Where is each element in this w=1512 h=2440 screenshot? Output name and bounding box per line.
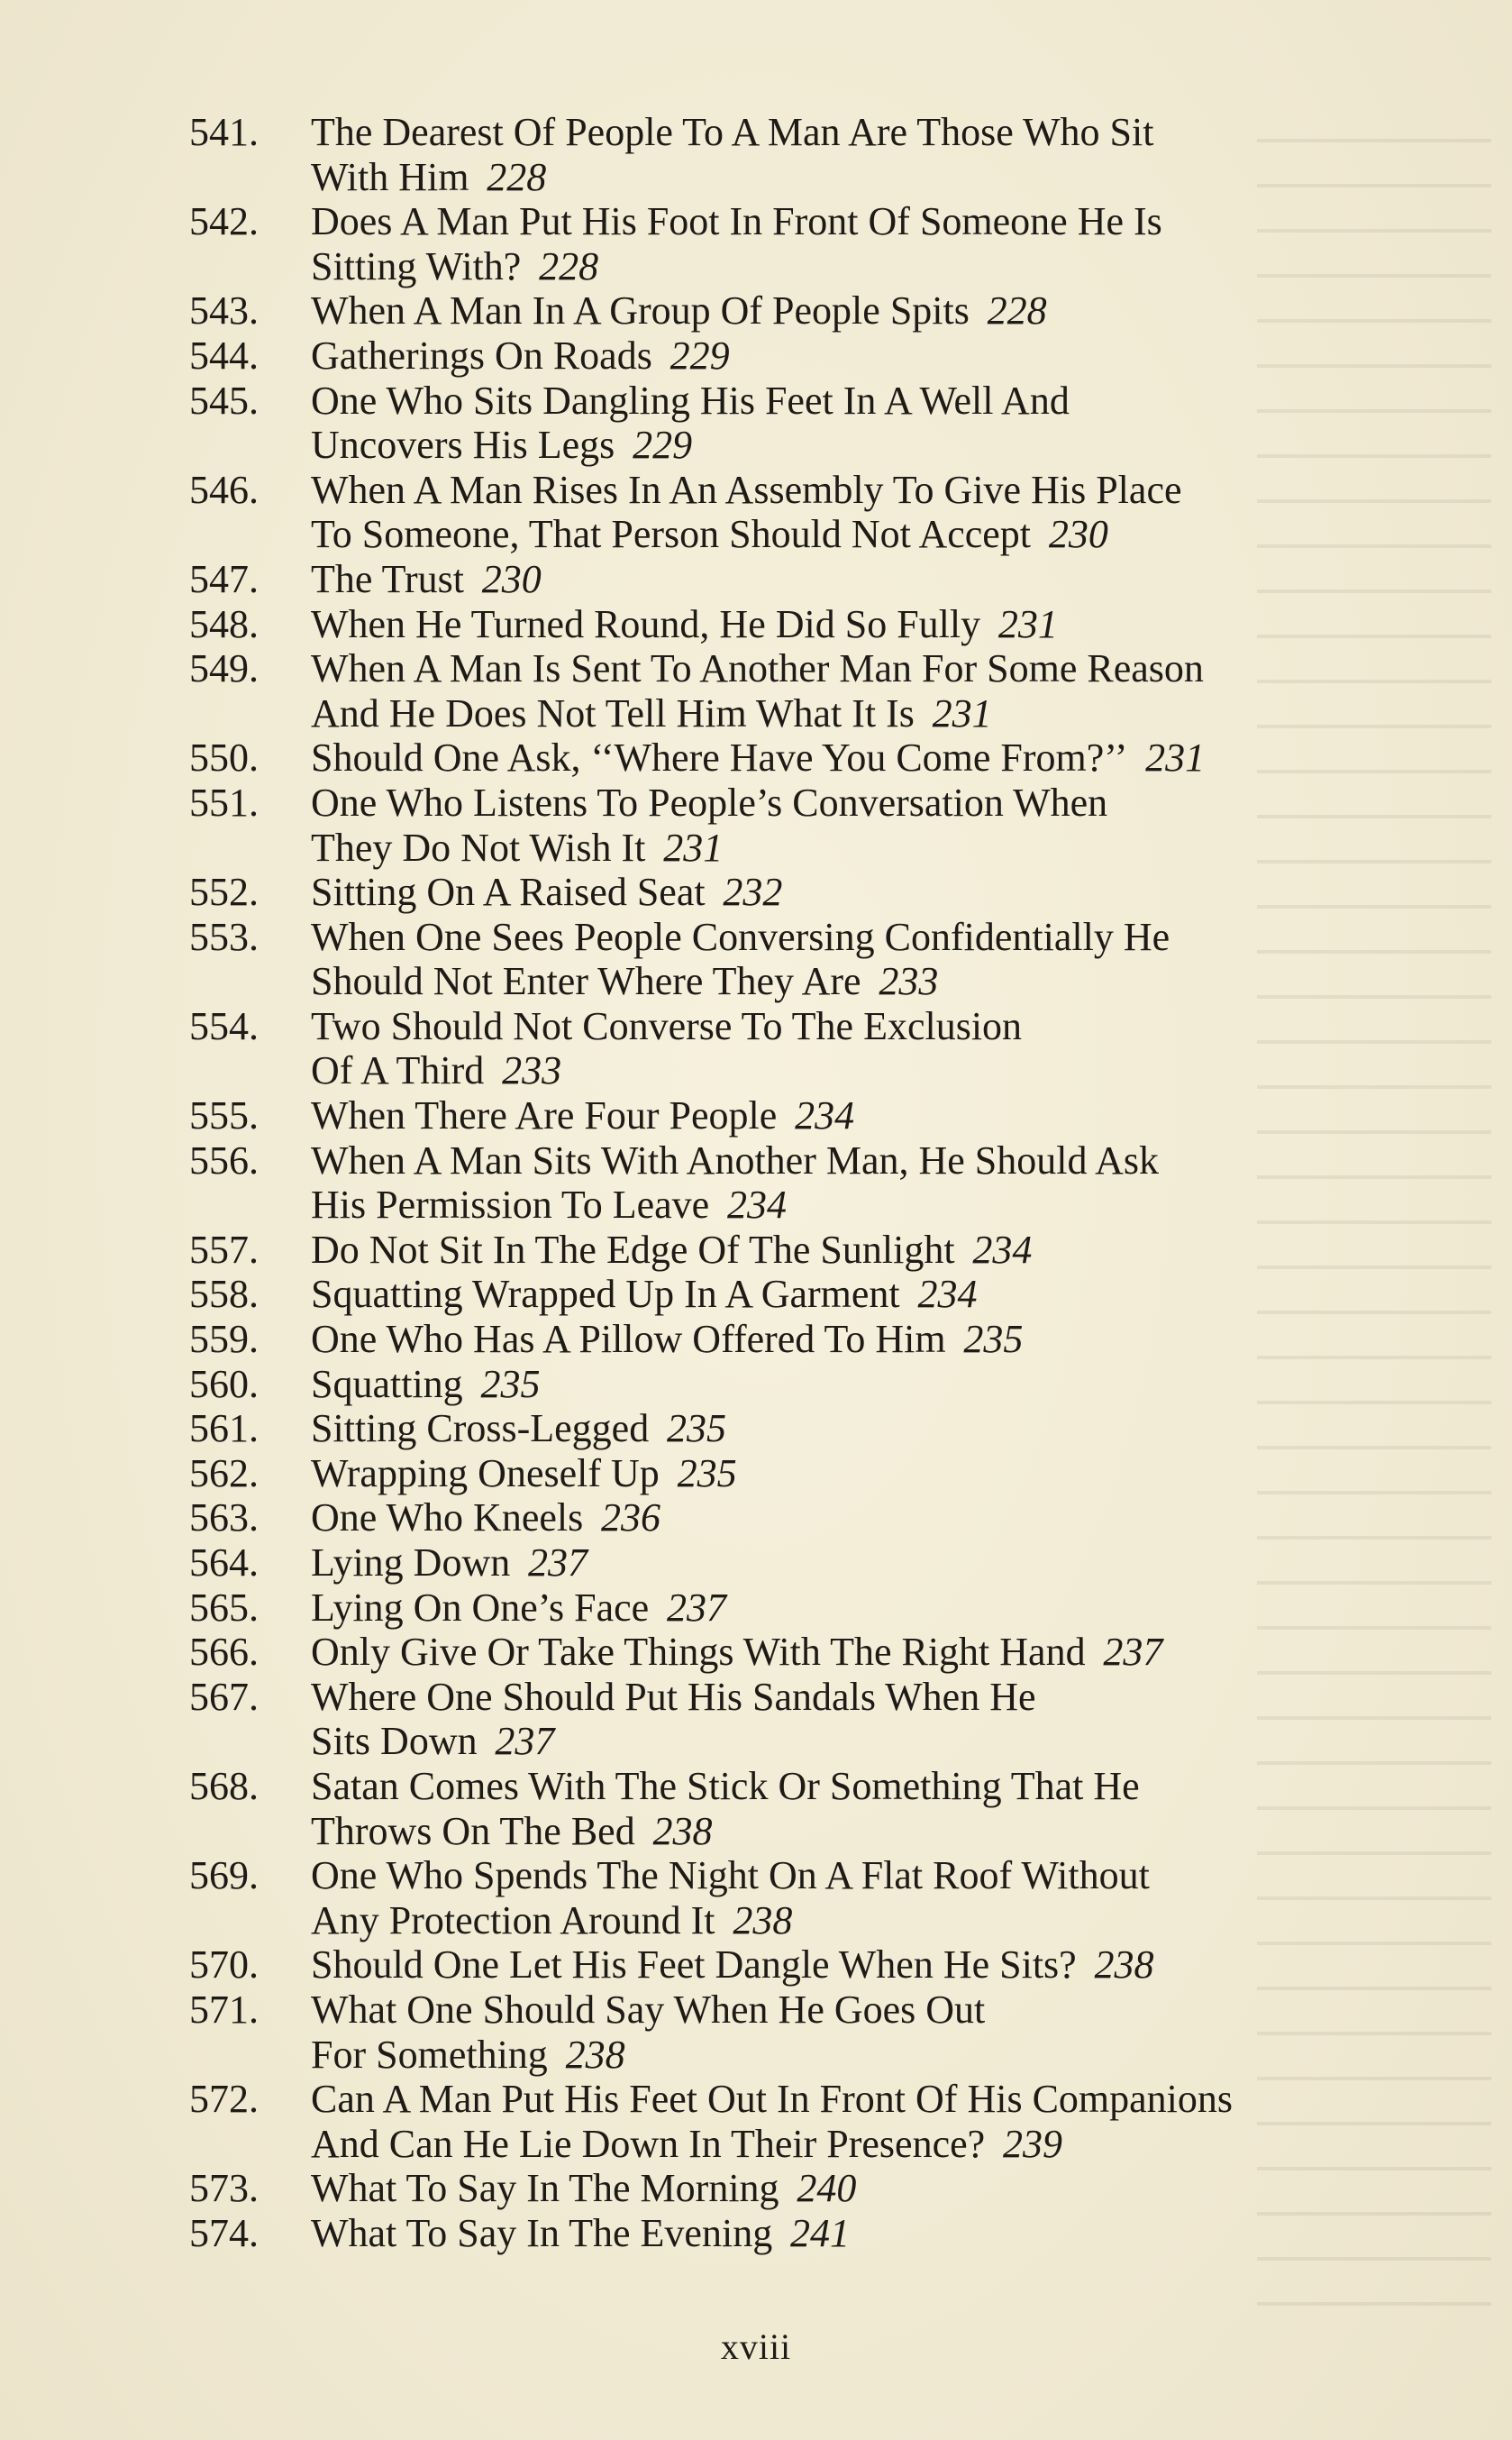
- entry-title-line: [311, 512, 1512, 557]
- entry-title-line: [311, 1586, 1512, 1631]
- entry-title-line: [311, 1228, 1512, 1273]
- entry-page-ref: 229: [633, 423, 693, 468]
- entry-title-line: [311, 288, 1512, 334]
- entry-page-ref: 234: [726, 1183, 787, 1228]
- entry-title: [311, 110, 1512, 199]
- entry-title-line: [311, 870, 1512, 915]
- entry-title-line: [311, 379, 1512, 424]
- entry-title: [311, 1630, 1512, 1675]
- entry-title-line: [311, 1675, 1512, 1720]
- entry-title: [311, 602, 1512, 647]
- entry-title: [311, 1988, 1512, 2077]
- toc-entry: [0, 1004, 1512, 1093]
- entry-page-ref: 234: [795, 1093, 855, 1138]
- entry-number: 558.: [189, 1272, 259, 1317]
- entry-title: [311, 1495, 1512, 1540]
- entry-title-line: [311, 826, 1512, 871]
- entry-title-line: [311, 915, 1512, 960]
- page-number: xviii: [720, 2326, 792, 2367]
- entry-title-text: One Who Spends The Night On A Flat Roof Without: [311, 1853, 1150, 1898]
- entry-title-text: Throws On The Bed: [311, 1808, 635, 1853]
- entry-number: 546.: [189, 467, 259, 512]
- toc-entry: [0, 334, 1512, 379]
- entry-title: [311, 1764, 1512, 1853]
- entry-title: [311, 199, 1512, 288]
- entry-title-line: [311, 602, 1512, 647]
- entry-title-line: [311, 1942, 1512, 1988]
- entry-title-text: And Can He Lie Down In Their Presence?: [311, 2121, 986, 2166]
- entry-page-ref: 231: [932, 690, 992, 736]
- toc-entry: [0, 1138, 1512, 1228]
- entry-title-line: [311, 423, 1512, 468]
- entry-page-ref: 232: [723, 870, 783, 915]
- entry-number: 551.: [189, 780, 259, 825]
- entry-title-text: Do Not Sit In The Edge Of The Sunlight: [311, 1227, 955, 1272]
- entry-number: 545.: [189, 378, 259, 423]
- entry-number: 571.: [189, 1987, 259, 2032]
- entry-title: [311, 1317, 1512, 1362]
- toc-entry: [0, 2211, 1512, 2256]
- entry-number: 556.: [189, 1138, 259, 1183]
- entry-title-text: And He Does Not Tell Him What It Is: [311, 690, 915, 736]
- entry-title: [311, 781, 1512, 870]
- entry-page-ref: 240: [797, 2166, 857, 2211]
- entry-number: 548.: [189, 601, 259, 646]
- toc-entry: [0, 1406, 1512, 1451]
- entry-title-text: One Who Has A Pillow Offered To Him: [311, 1317, 946, 1362]
- entry-title-text: His Permission To Leave: [311, 1183, 710, 1228]
- entry-title-text: Can A Man Put His Feet Out In Front Of His Companions: [311, 2077, 1234, 2122]
- entry-title-text: When He Turned Round, He Did So Fully: [311, 601, 981, 646]
- entry-title-line: [311, 781, 1512, 826]
- entry-title-text: When A Man Sits With Another Man, He Should Ask: [311, 1138, 1159, 1183]
- entry-page-ref: 231: [997, 601, 1058, 646]
- entry-title-line: [311, 1853, 1512, 1898]
- entry-title-line: [311, 736, 1512, 781]
- toc-entry: [0, 1853, 1512, 1942]
- entry-title-text: Does A Man Put His Foot In Front Of Someone He Is: [311, 199, 1162, 244]
- entry-title: [311, 1228, 1512, 1273]
- toc-entry: [0, 1228, 1512, 1273]
- entry-page-ref: 230: [481, 556, 542, 601]
- entry-title-line: [311, 2211, 1512, 2256]
- entry-title-text: Squatting Wrapped Up In A Garment: [311, 1272, 900, 1317]
- entry-page-ref: 236: [601, 1495, 661, 1540]
- entry-title-text: Any Protection Around It: [311, 1897, 715, 1942]
- entry-title-text: With Him: [311, 154, 469, 199]
- toc-entry: [0, 781, 1512, 870]
- entry-title: [311, 288, 1512, 334]
- entry-title-text: Sitting With?: [311, 243, 522, 288]
- entry-title-text: Lying Down: [311, 1540, 511, 1585]
- entry-title-text: What To Say In The Morning: [311, 2166, 779, 2211]
- entry-title-text: What To Say In The Evening: [311, 2210, 773, 2255]
- entry-page-ref: 237: [1103, 1630, 1163, 1675]
- toc-entry: [0, 1317, 1512, 1362]
- entry-number: 560.: [189, 1361, 259, 1406]
- entry-title-text: One Who Sits Dangling His Feet In A Well And: [311, 378, 1070, 423]
- toc-entry: [0, 1362, 1512, 1407]
- toc-entry: [0, 1675, 1512, 1764]
- entry-title-line: [311, 646, 1512, 691]
- entry-title-text: Sits Down: [311, 1719, 478, 1764]
- entry-title: [311, 1406, 1512, 1451]
- toc-entry: [0, 646, 1512, 736]
- entry-title-line: [311, 959, 1512, 1004]
- toc-entry: [0, 468, 1512, 557]
- toc-entry: [0, 1540, 1512, 1586]
- entry-page-ref: 233: [879, 959, 939, 1004]
- entry-title-text: Only Give Or Take Things With The Right Hand: [311, 1630, 1086, 1675]
- entry-page-ref: 231: [663, 825, 724, 870]
- entry-title-text: When A Man In A Group Of People Spits: [311, 288, 970, 334]
- entry-page-ref: 234: [972, 1227, 1033, 1272]
- entry-number: 562.: [189, 1450, 259, 1495]
- entry-title-text: Should One Ask, ‘‘Where Have You Come From?’’: [311, 736, 1128, 781]
- toc-entry: [0, 288, 1512, 334]
- toc-entry: [0, 199, 1512, 288]
- entry-title: [311, 870, 1512, 915]
- entry-page-ref: 238: [565, 2032, 625, 2077]
- entry-page-ref: 235: [480, 1361, 541, 1406]
- table-of-contents: [0, 110, 1512, 2256]
- entry-number: 566.: [189, 1630, 259, 1675]
- entry-title: [311, 646, 1512, 736]
- toc-entry: [0, 870, 1512, 915]
- entry-page-ref: 234: [917, 1272, 978, 1317]
- entry-title-text: Two Should Not Converse To The Exclusion: [311, 1003, 1023, 1048]
- entry-title-text: Gatherings On Roads: [311, 333, 652, 378]
- entry-title-text: One Who Kneels: [311, 1495, 584, 1540]
- entry-title: [311, 2211, 1512, 2256]
- entry-title: [311, 1362, 1512, 1407]
- entry-title-line: [311, 2077, 1512, 2122]
- entry-page-ref: 231: [1145, 736, 1206, 781]
- entry-title-line: [311, 1048, 1512, 1093]
- entry-title-line: [311, 1317, 1512, 1362]
- entry-number: 542.: [189, 199, 259, 244]
- entry-title-text: When One Sees People Conversing Confidentially He: [311, 914, 1170, 959]
- entry-title-text: Should One Let His Feet Dangle When He Sits?: [311, 1942, 1077, 1988]
- entry-title-line: [311, 110, 1512, 155]
- entry-title-line: [311, 1183, 1512, 1228]
- entry-title-text: Where One Should Put His Sandals When He: [311, 1674, 1036, 1719]
- toc-entry: [0, 736, 1512, 781]
- entry-title: [311, 2166, 1512, 2211]
- entry-title: [311, 379, 1512, 468]
- entry-number: 570.: [189, 1942, 259, 1988]
- toc-entry: [0, 2077, 1512, 2166]
- entry-title-line: [311, 1138, 1512, 1183]
- toc-entry: [0, 1495, 1512, 1540]
- toc-entry: [0, 1093, 1512, 1138]
- entry-title: [311, 1586, 1512, 1631]
- entry-title: [311, 2077, 1512, 2166]
- entry-title-text: To Someone, That Person Should Not Accept: [311, 512, 1032, 557]
- entry-number: 555.: [189, 1093, 259, 1138]
- entry-title-text: One Who Listens To People’s Conversation When: [311, 780, 1108, 825]
- entry-title-text: The Dearest Of People To A Man Are Those Who Sit: [311, 110, 1154, 154]
- toc-entry: [0, 1586, 1512, 1631]
- entry-title-text: When A Man Is Sent To Another Man For Some Reason: [311, 646, 1204, 691]
- entry-number: 547.: [189, 556, 259, 601]
- entry-page-ref: 238: [1094, 1942, 1154, 1988]
- entry-title: [311, 1942, 1512, 1988]
- entry-number: 557.: [189, 1227, 259, 1272]
- entry-page-ref: 238: [652, 1808, 713, 1853]
- entry-page-ref: 237: [666, 1585, 726, 1630]
- entry-title: [311, 1138, 1512, 1228]
- entry-title-text: Satan Comes With The Stick Or Something That He: [311, 1763, 1140, 1808]
- entry-page-ref: 228: [487, 154, 547, 199]
- toc-entry: [0, 557, 1512, 602]
- entry-title: [311, 1451, 1512, 1496]
- entry-number: 564.: [189, 1540, 259, 1585]
- entry-title-line: [311, 334, 1512, 379]
- entry-title-text: Sitting Cross-Legged: [311, 1406, 650, 1451]
- entry-title: [311, 1675, 1512, 1764]
- entry-page-ref: 229: [669, 333, 730, 378]
- entry-title-text: Of A Third: [311, 1048, 485, 1093]
- toc-entry: [0, 110, 1512, 199]
- entry-title-text: Wrapping Oneself Up: [311, 1450, 660, 1495]
- toc-entry: [0, 915, 1512, 1004]
- entry-title-text: The Trust: [311, 556, 464, 601]
- entry-title: [311, 1272, 1512, 1317]
- entry-title-line: [311, 1495, 1512, 1540]
- toc-entry: [0, 1764, 1512, 1853]
- entry-number: 559.: [189, 1317, 259, 1362]
- entry-title-text: Squatting: [311, 1361, 463, 1406]
- entry-number: 544.: [189, 333, 259, 378]
- entry-title: [311, 1853, 1512, 1942]
- entry-title-line: [311, 199, 1512, 244]
- entry-title-text: Should Not Enter Where They Are: [311, 959, 861, 1004]
- toc-entry: [0, 602, 1512, 647]
- entry-title-line: [311, 1093, 1512, 1138]
- toc-entry: [0, 1272, 1512, 1317]
- entry-number: 572.: [189, 2077, 259, 2122]
- entry-title-line: [311, 691, 1512, 736]
- entry-number: 554.: [189, 1003, 259, 1048]
- entry-title-text: Uncovers His Legs: [311, 423, 615, 468]
- toc-entry: [0, 1630, 1512, 1675]
- entry-number: 563.: [189, 1495, 259, 1540]
- entry-page-ref: 228: [987, 288, 1047, 334]
- entry-title-line: [311, 1004, 1512, 1049]
- entry-title-text: Lying On One’s Face: [311, 1585, 650, 1630]
- entry-number: 565.: [189, 1585, 259, 1630]
- entry-number: 569.: [189, 1853, 259, 1898]
- entry-title-line: [311, 468, 1512, 513]
- entry-page-ref: 237: [528, 1540, 588, 1585]
- entry-number: 550.: [189, 736, 259, 781]
- entry-number: 541.: [189, 110, 259, 154]
- entry-page-ref: 230: [1048, 512, 1108, 557]
- entry-title-line: [311, 1451, 1512, 1496]
- entry-title-line: [311, 1764, 1512, 1809]
- entry-page-ref: 241: [789, 2210, 850, 2255]
- entry-title-line: [311, 1630, 1512, 1675]
- entry-number: 573.: [189, 2166, 259, 2211]
- entry-page-ref: 228: [539, 243, 599, 288]
- entry-title-text: What One Should Say When He Goes Out: [311, 1987, 986, 2032]
- entry-title-text: When A Man Rises In An Assembly To Give His Place: [311, 467, 1182, 512]
- entry-title-line: [311, 244, 1512, 289]
- entry-title: [311, 1093, 1512, 1138]
- entry-title-line: [311, 2033, 1512, 2078]
- entry-title-text: For Something: [311, 2032, 548, 2077]
- entry-number: 549.: [189, 646, 259, 691]
- entry-page-ref: 235: [667, 1406, 726, 1451]
- entry-title-line: [311, 1362, 1512, 1407]
- entry-number: 561.: [189, 1406, 259, 1451]
- entry-title-line: [311, 1988, 1512, 2033]
- entry-page-ref: 238: [733, 1897, 793, 1942]
- entry-title: [311, 468, 1512, 557]
- entry-number: 567.: [189, 1674, 259, 1719]
- entry-title-line: [311, 2122, 1512, 2167]
- entry-title: [311, 915, 1512, 1004]
- entry-number: 553.: [189, 914, 259, 959]
- entry-number: 552.: [189, 870, 259, 915]
- toc-entry: [0, 379, 1512, 468]
- entry-title-line: [311, 1272, 1512, 1317]
- toc-entry: [0, 1988, 1512, 2077]
- entry-page-ref: 233: [502, 1048, 562, 1093]
- entry-number: 574.: [189, 2210, 259, 2255]
- toc-entry: [0, 2166, 1512, 2211]
- entry-title: [311, 1540, 1512, 1586]
- entry-title-text: Sitting On A Raised Seat: [311, 870, 706, 915]
- entry-page-ref: 235: [963, 1317, 1024, 1362]
- entry-title-text: When There Are Four People: [311, 1093, 778, 1138]
- entry-title-line: [311, 1719, 1512, 1764]
- entry-number: 543.: [189, 288, 259, 334]
- entry-title-line: [311, 1809, 1512, 1854]
- entry-title-line: [311, 1406, 1512, 1451]
- entry-title-line: [311, 1540, 1512, 1586]
- entry-title: [311, 1004, 1512, 1093]
- entry-title-line: [311, 557, 1512, 602]
- entry-page-ref: 237: [495, 1719, 555, 1764]
- entry-title-text: They Do Not Wish It: [311, 825, 646, 870]
- entry-title-line: [311, 2166, 1512, 2211]
- toc-entry: [0, 1451, 1512, 1496]
- entry-title-line: [311, 1898, 1512, 1943]
- entry-page-ref: 235: [677, 1450, 737, 1495]
- entry-title: [311, 334, 1512, 379]
- entry-number: 568.: [189, 1763, 259, 1808]
- entry-title-line: [311, 155, 1512, 200]
- toc-entry: [0, 1942, 1512, 1988]
- entry-title: [311, 736, 1512, 781]
- entry-page-ref: 239: [1002, 2121, 1062, 2166]
- entry-title: [311, 557, 1512, 602]
